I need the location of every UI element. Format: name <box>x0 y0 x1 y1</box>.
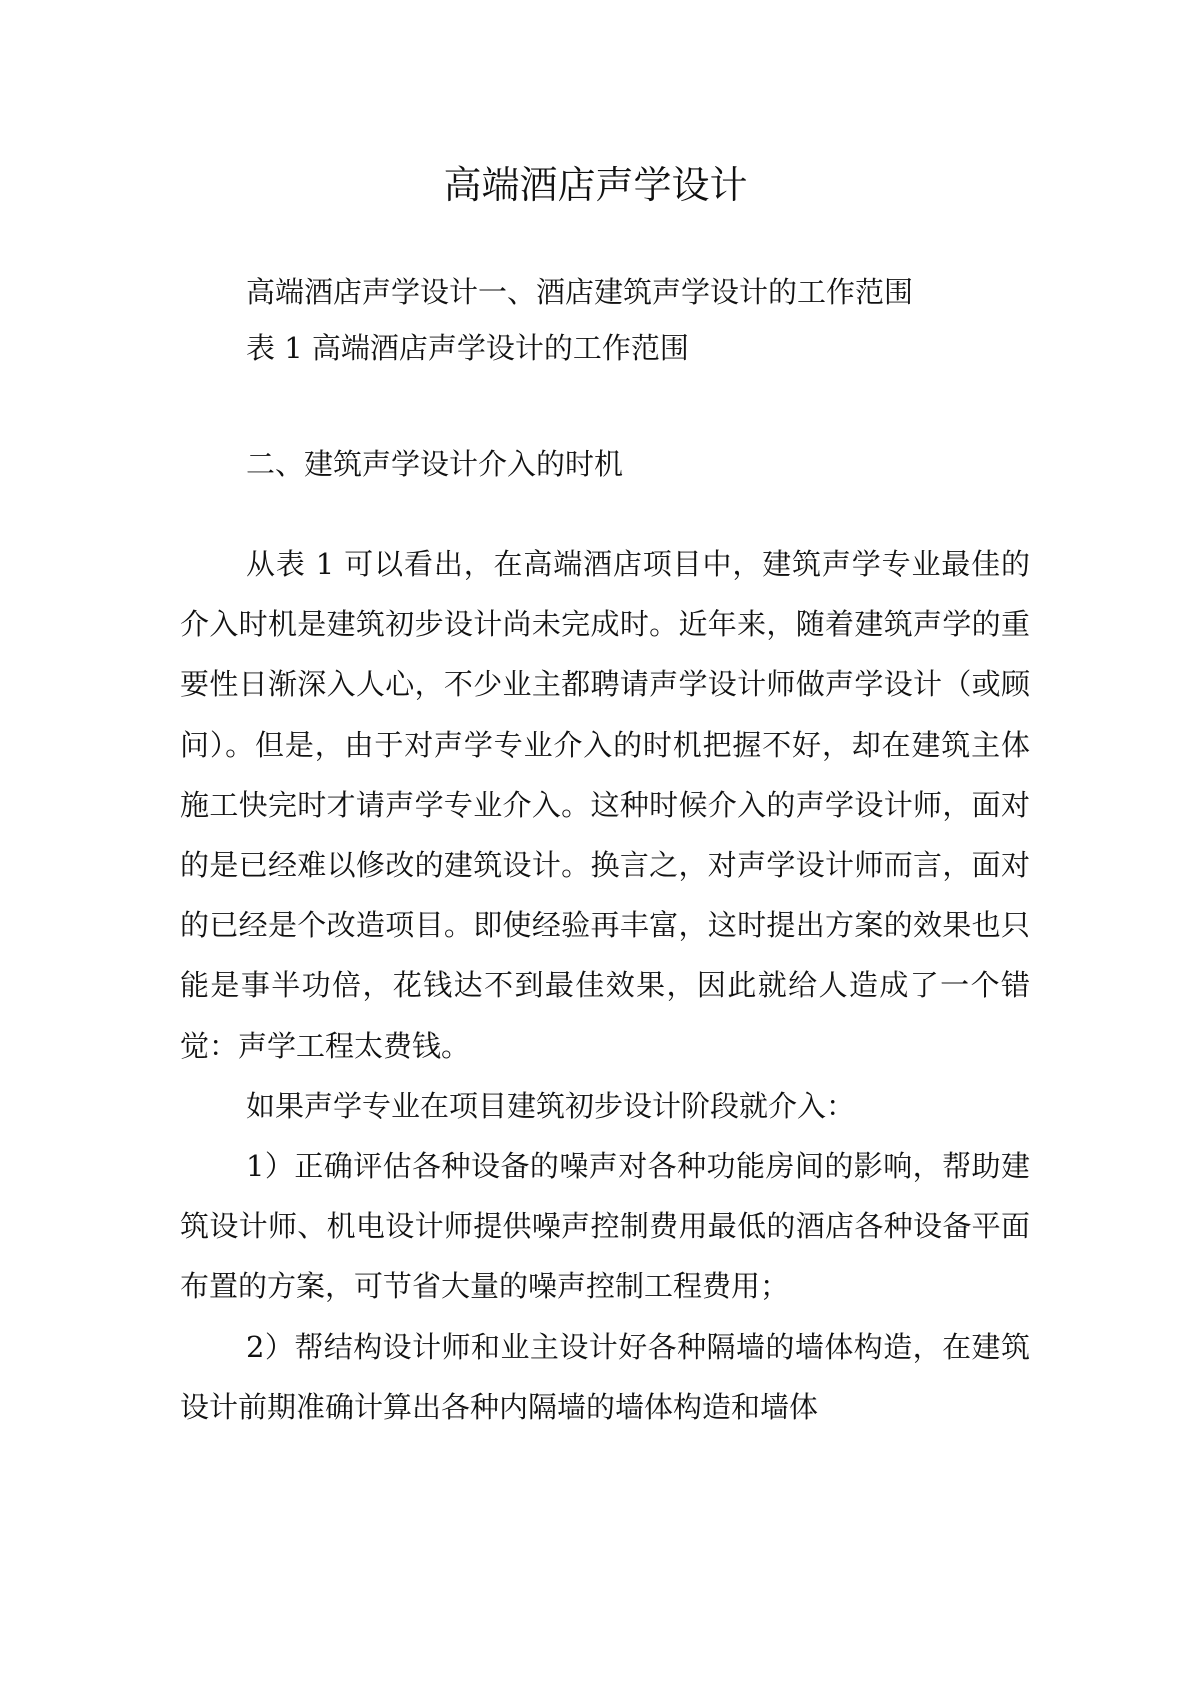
paragraph-2: 如果声学专业在项目建筑初步设计阶段就介入： <box>246 1088 856 1123</box>
section-heading: 二、建筑声学设计介入的时机 <box>246 447 624 481</box>
paragraph-1: 从表 1 可以看出，在高端酒店项目中，建筑声学专业最佳的介入时机是建筑初步设计尚未完成时。近年来，随着建筑声学的重要性日渐深入人心，不少业主都聘请声学设计师做声学设计（或顾问）。但是，由于对声学专业介入的时机把握不好，却在建筑主体施工快完时才请声学专业介入。这种时候介入的声学设计师，面对的是已经难以修改的建筑设计。换言之，对声学设计师而言，面对的已经是个改造项目。即使经验再丰富，这时提出方案的效果也只能是事半功倍，花钱达不到最佳效果，因此就给人造成了一个错觉：声学工程太费钱。 <box>180 547 1030 1063</box>
document-title: 高端酒店声学设计 <box>443 163 748 207</box>
paragraph-3: 1）正确评估各种设备的噪声对各种功能房间的影响，帮助建筑设计师、机电设计师提供噪声控制费用最低的酒店各种设备平面布置的方案，可节省大量的噪声控制工程费用； <box>180 1149 1030 1304</box>
paragraph-4: 2）帮结构设计师和业主设计好各种隔墙的墙体构造，在建筑设计前期准确计算出各种内隔墙的墙体构造和墙体 <box>180 1329 1030 1424</box>
body-text <box>180 534 1030 1437</box>
table-caption: 表 1 高端酒店声学设计的工作范围 <box>246 331 689 365</box>
intro-line: 高端酒店声学设计一、酒店建筑声学设计的工作范围 <box>246 275 914 309</box>
